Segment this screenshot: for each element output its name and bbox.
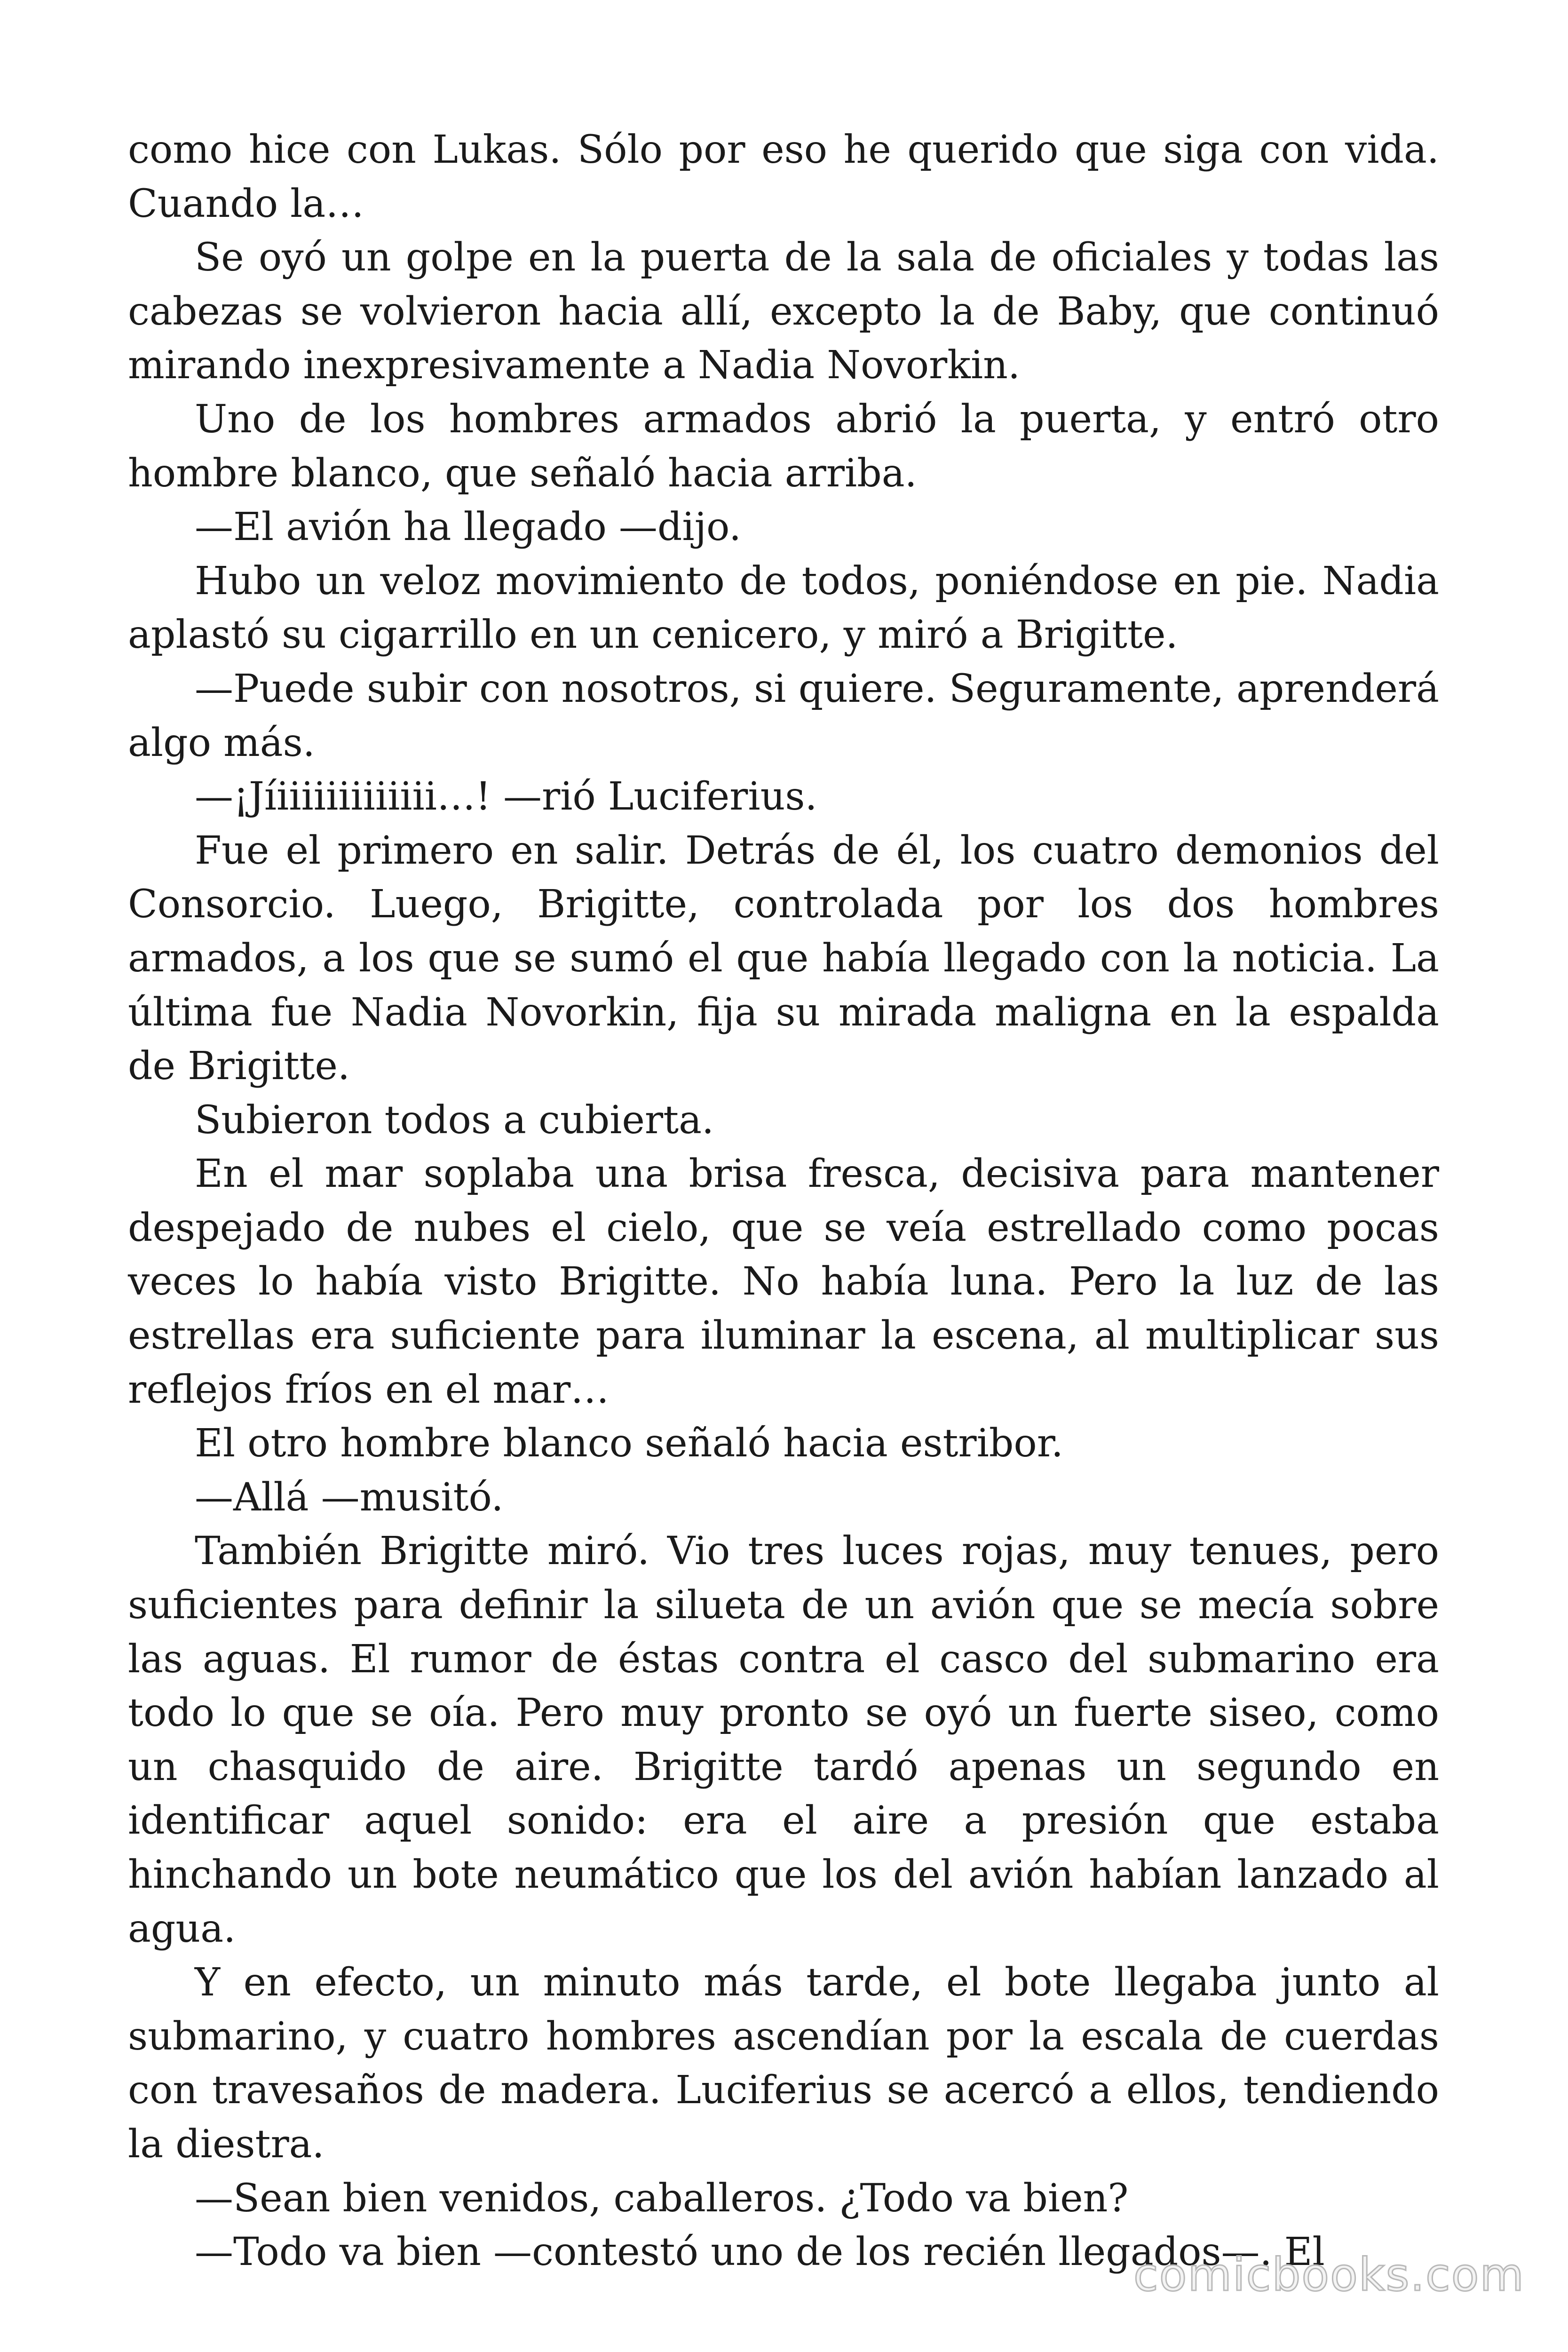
- paragraph-4: —El avión ha llegado —dijo.: [195, 505, 742, 550]
- paragraph-15: —Sean bien venidos, caballeros. ¿Todo va bien?: [195, 2176, 1129, 2221]
- paragraph-7: —¡Jíiiiiiiiiiiiii…! —rió Luciferius.: [195, 774, 817, 819]
- page-text: [128, 123, 1439, 2280]
- paragraph-13: También Brigitte miró. Vio tres luces rojas, muy tenues, pero suficientes para definir la silueta de un avión que se mecía sobre las aguas. El rumor de éstas contra el casco del submarino era todo lo que se oía. Pero muy pronto se oyó un fuerte siseo, como un chasquido de aire. Brigitte tardó apenas un segundo en identificar aquel sonido: era el aire a presión que estaba hinchando un bote neumático que los del avión habían lanzado al agua.: [128, 1529, 1439, 1951]
- paragraph-2: Se oyó un golpe en la puerta de la sala de oficiales y todas las cabezas se volvieron hacia allí, excepto la de Baby, que continuó mirando inexpresivamente a Nadia Novorkin.: [128, 235, 1439, 388]
- paragraph-3: Uno de los hombres armados abrió la puerta, y entró otro hombre blanco, que señaló hacia arriba.: [128, 397, 1439, 496]
- watermark: comicbooks.com: [1133, 2249, 1525, 2301]
- paragraph-14: Y en efecto, un minuto más tarde, el bote llegaba junto al submarino, y cuatro hombres ascendían por la escala de cuerdas con travesaños de madera. Luciferius se acercó a ellos, tendiendo la diestra.: [128, 1960, 1439, 2167]
- paragraph-1: como hice con Lukas. Sólo por eso he querido que siga con vida. Cuando la…: [128, 127, 1439, 226]
- paragraph-8: Fue el primero en salir. Detrás de él, los cuatro demonios del Consorcio. Luego, Brigitte, controlada por los dos hombres armados, a los que se sumó el que había llegado con la noticia. La última fue Nadia Novorkin, fija su mirada maligna en la espalda de Brigitte.: [128, 828, 1439, 1089]
- paragraph-12: —Allá —musitó.: [195, 1475, 504, 1520]
- paragraph-10: En el mar soplaba una brisa fresca, decisiva para mantener despejado de nubes el cielo, que se veía estrellado como pocas veces lo había visto Brigitte. No había luna. Pero la luz de las estrellas era suficiente para iluminar la escena, al multiplicar sus reflejos fríos en el mar…: [128, 1152, 1439, 1412]
- paragraph-16: —Todo va bien —contestó uno de los recién llegados—. El: [195, 2230, 1325, 2275]
- paragraph-9: Subieron todos a cubierta.: [195, 1097, 714, 1143]
- paragraph-11: El otro hombre blanco señaló hacia estribor.: [195, 1421, 1063, 1466]
- paragraph-6: —Puede subir con nosotros, si quiere. Seguramente, aprenderá algo más.: [128, 666, 1439, 765]
- paragraph-5: Hubo un veloz movimiento de todos, poniéndose en pie. Nadia aplastó su cigarrillo en un cenicero, y miró a Brigitte.: [128, 558, 1439, 658]
